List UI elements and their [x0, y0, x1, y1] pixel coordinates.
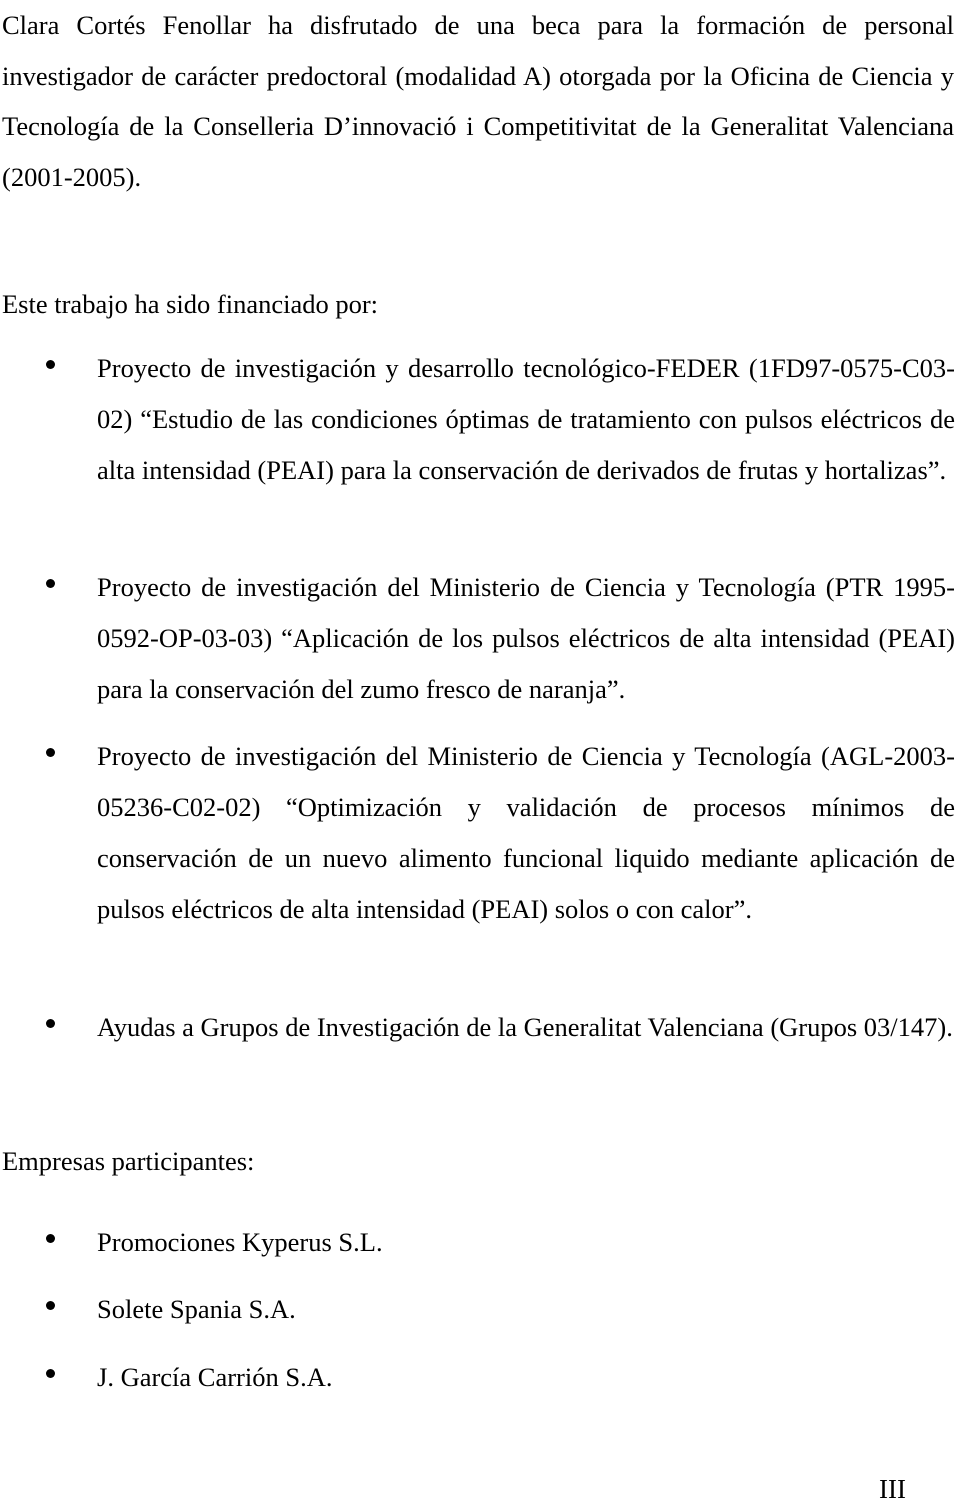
funding-item-text: Proyecto de investigación y desarrollo tecnológico-FEDER (1FD97-0575-C03-02) “Estudio de las condiciones óptimas de tratamiento con pulsos eléctricos de alta intensidad (PEAI) para la conservación de derivados de frutas y hortalizas”. [97, 353, 955, 485]
company-item-text: Promociones Kyperus S.L. [97, 1227, 383, 1257]
bullet-icon [46, 1301, 55, 1310]
bullet-icon [46, 1234, 55, 1243]
funding-heading: Este trabajo ha sido financiado por: [2, 289, 379, 319]
bullet-icon [46, 1019, 55, 1028]
funding-item-text: Proyecto de investigación del Ministerio de Ciencia y Tecnología (PTR 1995-0592-OP-03-03) “Aplicación de los pulsos eléctricos de alta intensidad (PEAI) para la conservación del zumo fresco de naranja”. [97, 572, 955, 704]
company-item-text: Solete Spania S.A. [97, 1294, 296, 1324]
bullet-icon [46, 748, 55, 757]
companies-heading: Empresas participantes: [2, 1146, 255, 1176]
bullet-icon [46, 360, 55, 369]
page-number: III [879, 1474, 906, 1504]
intro-paragraph: Clara Cortés Fenollar ha disfrutado de una beca para la formación de personal investigador de carácter predoctoral (modalidad A) otorgada por la Oficina de Ciencia y Tecnología de la Conselleria D’innovació i Competitivitat de la Generalitat Valenciana (2001-2005). [2, 10, 954, 192]
funding-item-text: Proyecto de investigación del Ministerio de Ciencia y Tecnología (AGL-2003-05236-C02-02) “Optimización y validación de procesos mínimos de conservación de un nuevo alimento funcional liquido mediante aplicación de pulsos eléctricos de alta intensidad (PEAI) solos o con calor”. [97, 741, 955, 924]
funding-item-text: Ayudas a Grupos de Investigación de la Generalitat Valenciana (Grupos 03/147). [97, 1012, 953, 1042]
company-item-text: J. García Carrión S.A. [97, 1362, 333, 1392]
bullet-icon [46, 579, 55, 588]
bullet-icon [46, 1369, 55, 1378]
